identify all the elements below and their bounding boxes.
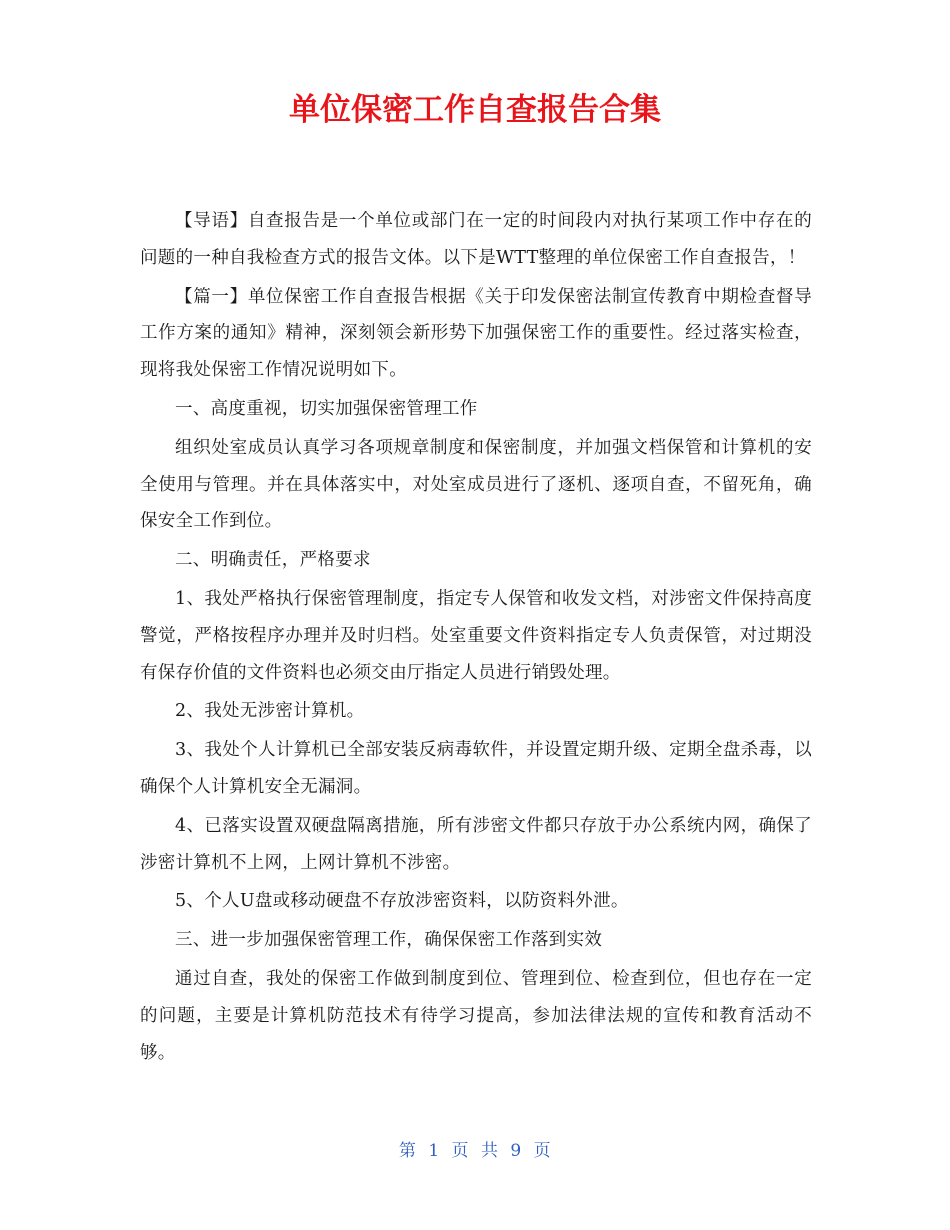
section-heading-3: 三、进一步加强保密管理工作，确保保密工作落到实效 — [175, 930, 603, 951]
paragraph: 组织处室成员认真学习各项规章制度和保密制度，并加强文档保管和计算机的安全使用与管理。并在具体落实中，对处室成员进行了逐机、逐项自查，不留死角，确保安全工作到位。 — [140, 437, 812, 532]
page-number: 第 1 页 共 9 页 — [398, 1141, 552, 1161]
list-item: 5、个人U盘或移动硬盘不存放涉密资料，以防资料外泄。 — [175, 891, 629, 912]
list-item: 3、我处个人计算机已全部安装反病毒软件，并设置定期升级、定期全盘杀毒，以确保个人计算机安全无漏洞。 — [140, 740, 812, 797]
paragraph-part-one: 【篇一】单位保密工作自查报告根据《关于印发保密法制宣传教育中期检查督导工作方案的通知》精神，深刻领会新形势下加强保密工作的重要性。经过落实检查，现将我处保密工作情况说明如下。 — [140, 286, 812, 381]
section-heading-2: 二、明确责任，严格要求 — [175, 550, 371, 571]
paragraph-intro: 【导语】自查报告是一个单位或部门在一定的时间段内对执行某项工作中存在的问题的一种自我检查方式的报告文体。以下是WTT整理的单位保密工作自查报告，！ — [140, 211, 812, 268]
section-heading-1: 一、高度重视，切实加强保密管理工作 — [175, 398, 478, 419]
document-body — [140, 203, 812, 1073]
document-title: 单位保密工作自查报告合集 — [289, 92, 661, 128]
list-item: 2、我处无涉密计算机。 — [175, 701, 365, 722]
list-item: 4、已落实设置双硬盘隔离措施，所有涉密文件都只存放于办公系统内网，确保了涉密计算机不上网，上网计算机不涉密。 — [140, 815, 812, 873]
list-item: 1、我处严格执行保密管理制度，指定专人保管和收发文档，对涉密文件保持高度警觉，严格按程序办理并及时归档。处室重要文件资料指定专人负责保管，对过期没有保存价值的文件资料也必须交由厅指定人员进行销毁处理。 — [140, 588, 812, 683]
paragraph: 通过自查，我处的保密工作做到制度到位、管理到位、检查到位，但也存在一定的问题，主要是计算机防范技术有待学习提高，参加法律法规的宣传和教育活动不够。 — [140, 968, 812, 1063]
